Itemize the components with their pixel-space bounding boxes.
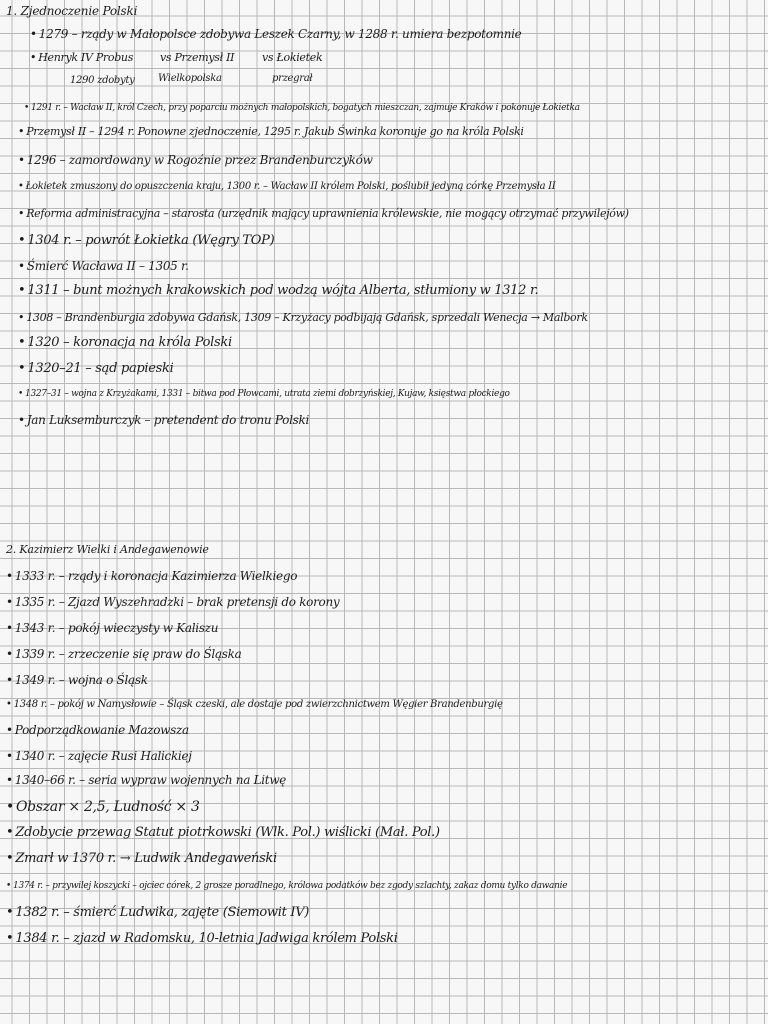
list-item: • 1335 r. – Zjazd Wyszehradzki – brak pretensji do korony — [6, 595, 340, 609]
list-item: • 1348 r. – pokój w Namysłowie – Śląsk czeski, ale dostaje pod zwierzchnictwem Węgier Brandenburgię — [6, 699, 503, 710]
list-item: • 1320 – koronacja na króla Polski — [18, 335, 232, 350]
list-item: vs Przemysł II — [160, 51, 235, 64]
list-item: • 1291 r. – Wacław II, król Czech, przy poparciu możnych małopolskich, bogatych mieszczan, zajmuje Kraków i pokonuje Łokietka — [24, 103, 580, 113]
section1-heading: 1. Zjednoczenie Polski — [6, 4, 138, 18]
list-item: • 1340–66 r. – seria wypraw wojennych na Litwę — [6, 773, 287, 787]
list-item: • 1311 – bunt możnych krakowskich pod wodzą wójta Alberta, stłumiony w 1312 r. — [18, 283, 539, 298]
list-item: vs Łokietek — [262, 51, 323, 64]
list-item: • 1382 r. – śmierć Ludwika, zajęte (Siemowit IV) — [6, 905, 310, 920]
list-item: • Przemysł II – 1294 r. Ponowne zjednoczenie, 1295 r. Jakub Świnka koronuje go na króla Polski — [18, 125, 524, 138]
list-item: • Zdobycie przewag Statut piotrkowski (Wlk. Pol.) wiślicki (Mał. Pol.) — [6, 825, 440, 840]
list-item: • Śmierć Wacława II – 1305 r. — [18, 259, 189, 273]
list-item: • Reforma administracyjna – starosta (urzędnik mający uprawnienia królewskie, nie mogący otrzymać przywilejów) — [18, 207, 629, 220]
list-item: • 1333 r. – rządy i koronacja Kazimierza Wielkiego — [6, 569, 298, 583]
list-item: • Zmarł w 1370 r. → Ludwik Andegaweński — [6, 851, 277, 866]
list-item: Wielkopolska — [158, 73, 222, 84]
list-item: • 1343 r. – pokój wieczysty w Kaliszu — [6, 621, 219, 635]
list-item: • 1374 r. – przywilej koszycki – ojciec córek, 2 grosze poradlnego, królowa podatków bez zgody szlachty, zakaz domu tylko dawanie — [6, 881, 568, 891]
section2-heading: 2. Kazimierz Wielki i Andegawenowie — [6, 543, 209, 556]
list-item: • 1279 – rządy w Małopolsce zdobywa Leszek Czarny, w 1288 r. umiera bezpotomnie — [30, 27, 522, 41]
list-item: • 1304 r. – powrót Łokietka (Węgry TOP) — [18, 233, 275, 248]
list-item: • 1349 r. – wojna o Śląsk — [6, 673, 148, 687]
list-item: • 1296 – zamordowany w Rogoźnie przez Brandenburczyków — [18, 153, 373, 167]
list-item: • 1339 r. – zrzeczenie się praw do Śląska — [6, 647, 242, 661]
list-item: 1290 zdobyty — [70, 75, 135, 86]
list-item: • Jan Luksemburczyk – pretendent do tronu Polski — [18, 413, 309, 427]
list-item: • 1340 r. – zajęcie Rusi Halickiej — [6, 749, 192, 763]
list-item: • 1308 – Brandenburgia zdobywa Gdańsk, 1309 – Krzyżacy podbijają Gdańsk, sprzedali Wenecja → Malbork — [18, 311, 588, 324]
list-item: • Podporządkowanie Mazowsza — [6, 723, 189, 737]
list-item: • Henryk IV Probus — [30, 51, 134, 64]
list-item: • 1384 r. – zjazd w Radomsku, 10-letnia Jadwiga królem Polski — [6, 931, 398, 946]
list-item: • 1327–31 – wojna z Krzyżakami, 1331 – bitwa pod Płowcami, utrata ziemi dobrzyńskiej, Kujaw, księstwa płockiego — [18, 389, 510, 399]
list-item: przegrał — [272, 73, 313, 84]
list-item: • Łokietek zmuszony do opuszczenia kraju, 1300 r. – Wacław II królem Polski, poślubił jedyną córkę Przemysła II — [18, 181, 556, 192]
list-item: • 1320–21 – sąd papieski — [18, 361, 174, 376]
list-item: • Obszar × 2,5, Ludność × 3 — [6, 799, 200, 815]
